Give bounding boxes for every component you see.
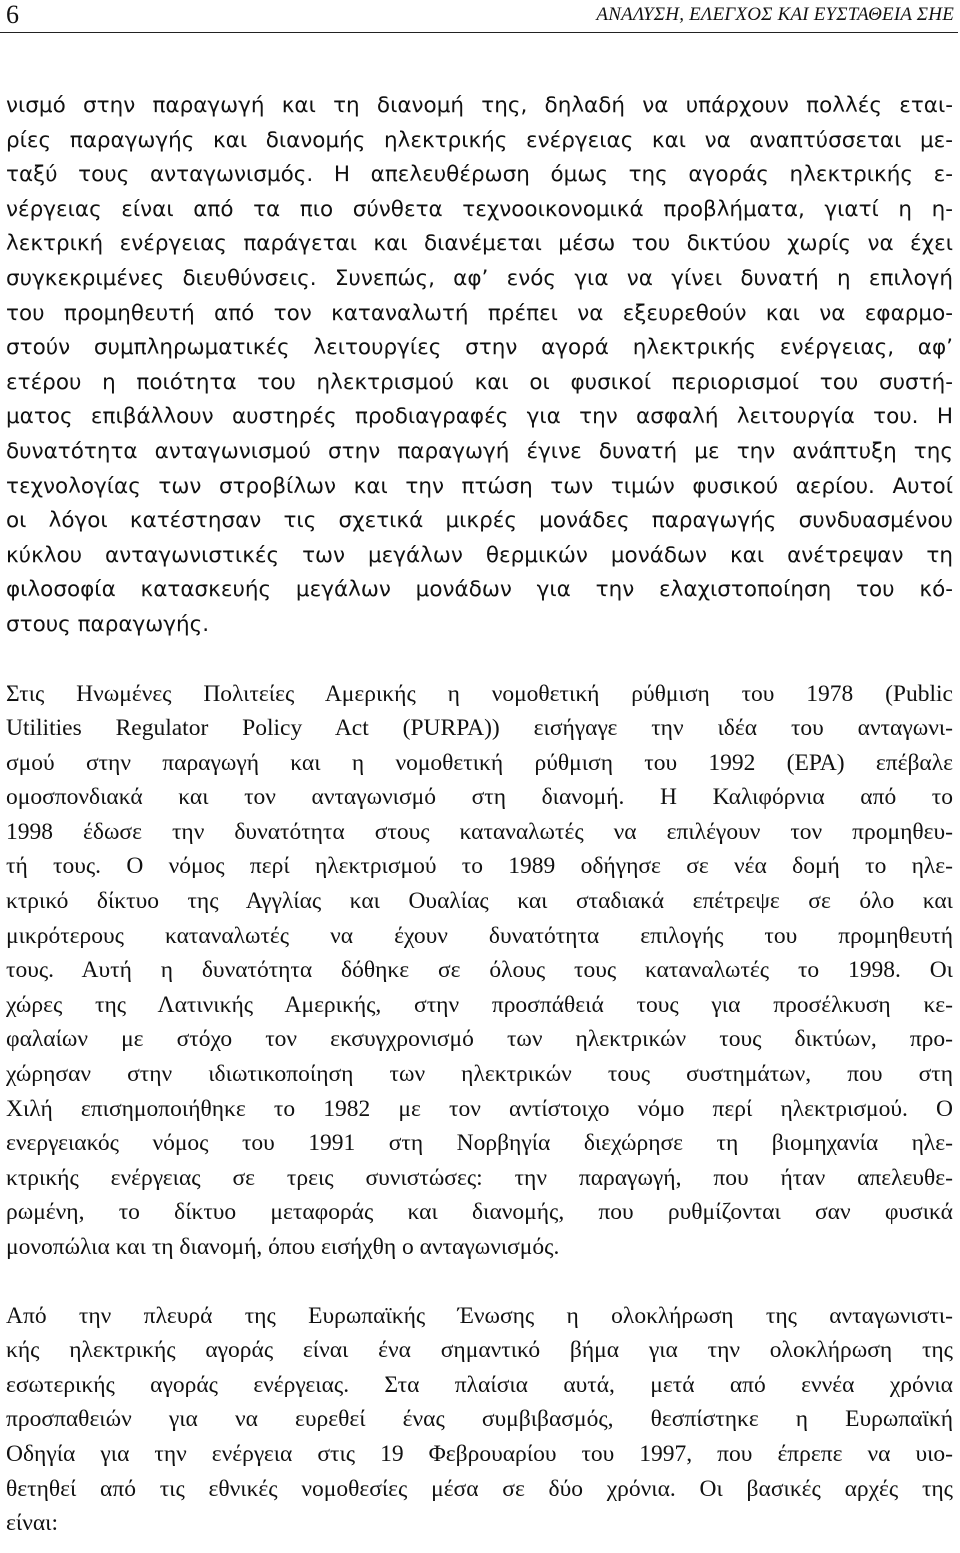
paragraph-spacer [6, 643, 953, 677]
text-line: δυνατότητα ανταγωνισμού στην παραγωγή έγινε δυνατή με την ανάπτυξη της [6, 438, 953, 464]
text-line: προσπαθειών για να ευρεθεί ένας συμβιβασμός, θεσπίστηκε η Ευρωπαϊκή [6, 1406, 953, 1433]
text-line: φαλαίων με στόχο τον εκσυγχρονισμό των ηλεκτρικών τους δικτύων, προ- [6, 1026, 953, 1053]
text-line: ομοσπονδιακά και τον ανταγωνισμό στη διανομή. Η Καλιφόρνια από το [6, 784, 953, 811]
paragraph-3 [6, 1299, 953, 1541]
text-line: λεκτρική ενέργειας παράγεται και διανέμεται μέσω του δικτύου χωρίς να έχει [6, 231, 953, 257]
text-line: εσωτερικής αγοράς ενέργειας. Στα πλαίσια αυτά, μετά από εννέα χρόνια [6, 1371, 953, 1398]
paragraph-1 [6, 89, 953, 643]
text-line: ετέρου η ποιότητα του ηλεκτρισμού και οι φυσικοί περιορισμοί του συστή- [6, 369, 953, 395]
text-line: τή τους. Ο νόμος περί ηλεκτρισμού το 1989 οδήγησε σε νέα δομή το ηλε- [6, 853, 953, 880]
text-line: Οδηγία για την ενέργεια στις 19 Φεβρουαρίου του 1997, που έπρεπε να υιο- [6, 1440, 953, 1467]
text-line: στους παραγωγής. [6, 611, 210, 637]
paragraph-2 [6, 677, 953, 1265]
text-line: Χιλή επισημοποιήθηκε το 1982 με τον αντίστοιχο νόμο περί ηλεκτρισμού. Ο [6, 1095, 953, 1122]
text-line: Utilities Regulator Policy Act (PURPA)) εισήγαγε την ιδέα του ανταγωνι- [6, 715, 953, 742]
text-line: στούν συμπληρωματικές λειτουργίες στην αγορά ηλεκτρικής ενέργειας, αφ’ [6, 335, 953, 361]
text-line: μικρότερους καταναλωτές να έχουν δυνατότητα επιλογής του προμηθευτή [6, 922, 953, 949]
text-line: του προμηθευτή από τον καταναλωτή πρέπει να εξευρεθούν και να εφαρμο- [6, 300, 953, 326]
text-line: σμού στην παραγωγή και η νομοθετική ρύθμιση του 1992 (EPA) επέβαλε [6, 749, 953, 776]
running-title: ΑΝΑΛΥΣΗ, ΕΛΕΓΧΟΣ ΚΑΙ ΕΥΣΤΑΘΕΙΑ ΣΗΕ [596, 4, 954, 25]
text-line: κτρικό δίκτυο της Αγγλίας και Ουαλίας και σταδιακά επέτρεψε σε όλο και [6, 888, 953, 915]
text-line: κής ηλεκτρικής αγοράς είναι ένα σημαντικό βήμα για την ολοκλήρωση της [6, 1337, 953, 1364]
text-line: Στις Ηνωμένες Πολιτείες Αμερικής η νομοθετική ρύθμιση του 1978 (Public [6, 680, 953, 707]
text-line: ταξύ τους ανταγωνισμός. Η απελευθέρωση όμως της αγοράς ηλεκτρικής ε- [6, 162, 953, 188]
text-line: χώρες της Λατινικής Αμερικής, στην προσπάθειά τους για προσέλκυση κε- [6, 991, 953, 1018]
text-line: τους. Αυτή η δυνατότητα δόθηκε σε όλους τους καταναλωτές το 1998. Οι [6, 957, 953, 984]
text-line: είναι: [6, 1510, 58, 1537]
paragraph-spacer [6, 1265, 953, 1299]
text-line: τεχνολογίας των στροβίλων και την πτώση των τιμών φυσικού αερίου. Αυτοί [6, 473, 953, 499]
page-number: 6 [6, 0, 19, 29]
text-line: κτρικής ενέργειας σε τρεις συνιστώσες: την παραγωγή, που ήταν απελευθε- [6, 1164, 953, 1191]
text-line: 1998 έδωσε την δυνατότητα στους καταναλωτές να επιλέγουν τον προμηθευ- [6, 818, 953, 845]
page-body [6, 89, 953, 1541]
text-line: συγκεκριμένες διευθύνσεις. Συνεπώς, αφ’ ενός για να γίνει δυνατή η επιλογή [6, 265, 953, 291]
text-line: θετηθεί από τις εθνικές νομοθεσίες μέσα σε δύο χρόνια. Οι βασικές αρχές της [6, 1475, 953, 1502]
text-line: νισμό στην παραγωγή και τη διανομή της, δηλαδή να υπάρχουν πολλές εται- [6, 93, 953, 118]
text-line: νέργειας είναι από τα πιο σύνθετα τεχνοοικονομικά προβλήματα, γιατί η η- [6, 196, 953, 222]
text-line: ρίες παραγωγής και διανομής ηλεκτρικής ενέργειας και να αναπτύσσεται με- [6, 127, 953, 153]
text-line: χώρησαν στην ιδιωτικοποίηση των ηλεκτρικών τους συστημάτων, που στη [6, 1061, 953, 1088]
text-line: ενεργειακός νόμος του 1991 στη Νορβηγία διεχώρησε τη βιομηχανία ηλε- [6, 1130, 953, 1157]
text-line: φιλοσοφία κατασκευής μεγάλων μονάδων για την ελαχιστοποίηση του κό- [6, 577, 953, 603]
text-line: ματος επιβάλλουν αυστηρές προδιαγραφές για την ασφαλή λειτουργία του. Η [6, 404, 953, 430]
text-line: ρωμένη, το δίκτυο μεταφοράς και διανομής, που ρυθμίζονται σαν φυσικά [6, 1199, 953, 1226]
text-line: Από την πλευρά της Ευρωπαϊκής Ένωσης η ολοκλήρωση της ανταγωνιστι- [6, 1302, 953, 1329]
text-line: μονοπώλια και τη διανομή, όπου εισήχθη ο ανταγωνισμός. [6, 1234, 560, 1260]
text-line: κύκλου ανταγωνιστικές των μεγάλων θερμικών μονάδων και ανέτρεψαν τη [6, 542, 953, 568]
page-header [0, 0, 958, 33]
text-line: οι λόγοι κατέστησαν τις σχετικά μικρές μονάδες παραγωγής συνδυασμένου [6, 508, 953, 534]
